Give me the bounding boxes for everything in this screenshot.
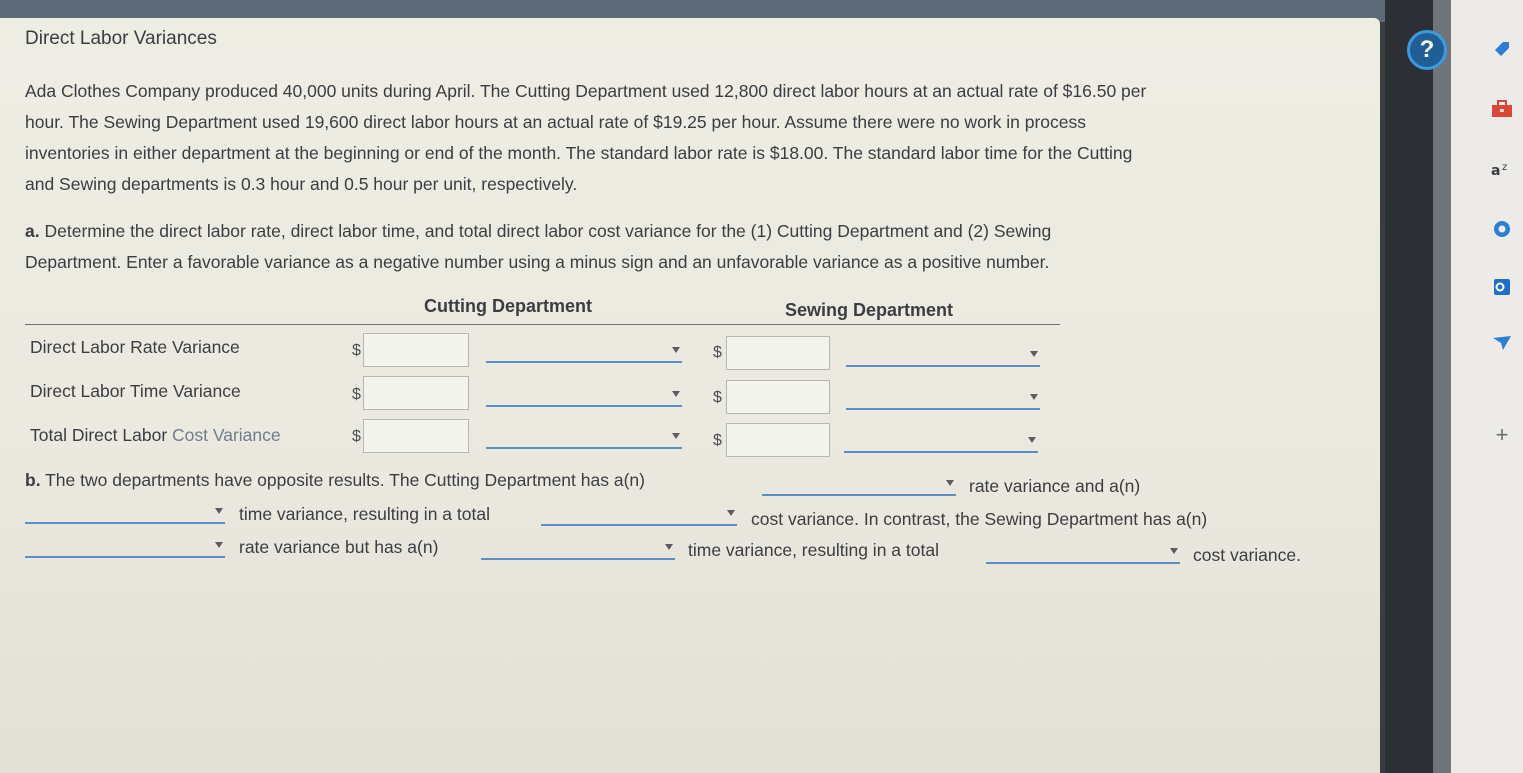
outlook-icon[interactable] xyxy=(1490,276,1514,298)
chevron-down-icon xyxy=(946,480,954,486)
part-b-text-7: cost variance. xyxy=(1193,545,1301,565)
bookmark-icon[interactable] xyxy=(1490,38,1514,60)
cutting-rate-variance-input[interactable] xyxy=(363,333,469,367)
row-label-total-cost-variance xyxy=(30,425,281,446)
sewing-time-currency: $ xyxy=(713,389,722,406)
sewing-rate-fav-unfav-dropdown[interactable] xyxy=(846,345,1040,367)
part-b-text-6: time variance, resulting in a total xyxy=(688,540,939,560)
chevron-down-icon xyxy=(672,433,680,439)
intro-line-1: Ada Clothes Company produced 40,000 units during April. The Cutting Department used 12,800 direct labor hours at an actual rate of $16.50 per xyxy=(25,81,1147,101)
sewing-time-result-dropdown[interactable] xyxy=(481,538,675,560)
cutting-total-fav-unfav-dropdown[interactable] xyxy=(486,427,682,449)
chevron-down-icon xyxy=(1028,437,1036,443)
part-b-text-3: time variance, resulting in a total xyxy=(239,504,490,524)
sewing-rate-currency: $ xyxy=(713,344,722,361)
chevron-down-icon xyxy=(1170,548,1178,554)
chevron-down-icon xyxy=(672,391,680,397)
sewing-time-variance-input[interactable] xyxy=(726,380,830,414)
intro-line-3: inventories in either department at the beginning or end of the month. The standard labor rate is $18.00. The standard labor time for the Cutting xyxy=(25,143,1133,163)
row-label-total-dim: Cost Variance xyxy=(167,425,281,445)
row-label-rate-variance: Direct Labor Rate Variance xyxy=(30,337,240,357)
cutting-total-variance-input[interactable] xyxy=(363,419,469,453)
part-b-sentence-1: The two departments have opposite results. The Cutting Department has a(n) xyxy=(45,470,645,490)
sewing-rate-variance-input[interactable] xyxy=(726,336,830,370)
table-divider xyxy=(25,324,1060,325)
part-b-text-5: rate variance but has a(n) xyxy=(239,537,439,557)
svg-text:z: z xyxy=(1502,162,1508,173)
refresh-icon[interactable] xyxy=(1490,218,1514,240)
toolbox-icon[interactable] xyxy=(1490,98,1514,120)
cutting-total-result-dropdown[interactable] xyxy=(541,504,737,526)
part-b-text-4: cost variance. In contrast, the Sewing Department has a(n) xyxy=(751,509,1208,529)
part-a-instructions xyxy=(25,216,1355,278)
part-b-letter: b. xyxy=(25,470,41,490)
cutting-time-result-dropdown[interactable] xyxy=(25,502,225,524)
row-label-total-main: Total Direct Labor xyxy=(30,425,168,445)
cutting-time-fav-unfav-dropdown[interactable] xyxy=(486,385,682,407)
sewing-total-currency: $ xyxy=(713,432,722,449)
part-b-text-1 xyxy=(25,470,645,491)
sewing-rate-result-dropdown[interactable] xyxy=(25,536,225,558)
intro-paragraph xyxy=(25,76,1355,200)
chevron-down-icon xyxy=(1030,351,1038,357)
intro-line-2: hour. The Sewing Department used 19,600 direct labor hours at an actual rate of $19.25 per hour. Assume there were no work in process xyxy=(25,112,1086,132)
cutting-rate-result-dropdown[interactable] xyxy=(762,474,956,496)
intro-line-4: and Sewing departments is 0.3 hour and 0.5 hour per unit, respectively. xyxy=(25,174,578,194)
add-icon[interactable]: + xyxy=(1495,422,1509,447)
help-button[interactable]: ? xyxy=(1407,30,1447,70)
cutting-rate-fav-unfav-dropdown[interactable] xyxy=(486,341,682,363)
cutting-time-currency: $ xyxy=(352,386,361,403)
row-label-time-variance: Direct Labor Time Variance xyxy=(30,381,241,401)
sewing-total-variance-input[interactable] xyxy=(726,423,830,457)
send-icon[interactable] xyxy=(1490,332,1514,354)
page-title: Direct Labor Variances xyxy=(25,28,217,49)
sort-icon[interactable] xyxy=(1490,158,1514,180)
cutting-rate-currency: $ xyxy=(352,342,361,359)
header-cutting-department: Cutting Department xyxy=(424,296,592,316)
part-a-letter: a. xyxy=(25,221,40,241)
cutting-time-variance-input[interactable] xyxy=(363,376,469,410)
svg-text:a: a xyxy=(1491,163,1501,179)
part-a-line-1: Determine the direct labor rate, direct labor time, and total direct labor cost variance for the (1) Cutting Department and (2) Sewing xyxy=(44,221,1052,241)
chevron-down-icon xyxy=(665,544,673,550)
chevron-down-icon xyxy=(215,542,223,548)
sewing-total-fav-unfav-dropdown[interactable] xyxy=(844,431,1038,453)
part-a-line-2: Department. Enter a favorable variance as a negative number using a minus sign and an unfavorable variance as a positive number. xyxy=(25,252,1050,272)
cutting-total-currency: $ xyxy=(352,428,361,445)
sewing-time-fav-unfav-dropdown[interactable] xyxy=(846,388,1040,410)
part-b-text-2: rate variance and a(n) xyxy=(969,476,1141,496)
header-sewing-department: Sewing Department xyxy=(785,300,954,320)
sidebar-dark-rail xyxy=(1385,0,1433,773)
chevron-down-icon xyxy=(1030,394,1038,400)
chevron-down-icon xyxy=(672,347,680,353)
chevron-down-icon xyxy=(215,508,223,514)
sidebar-strip xyxy=(1433,0,1451,773)
sewing-total-result-dropdown[interactable] xyxy=(986,542,1180,564)
chevron-down-icon xyxy=(727,510,735,516)
